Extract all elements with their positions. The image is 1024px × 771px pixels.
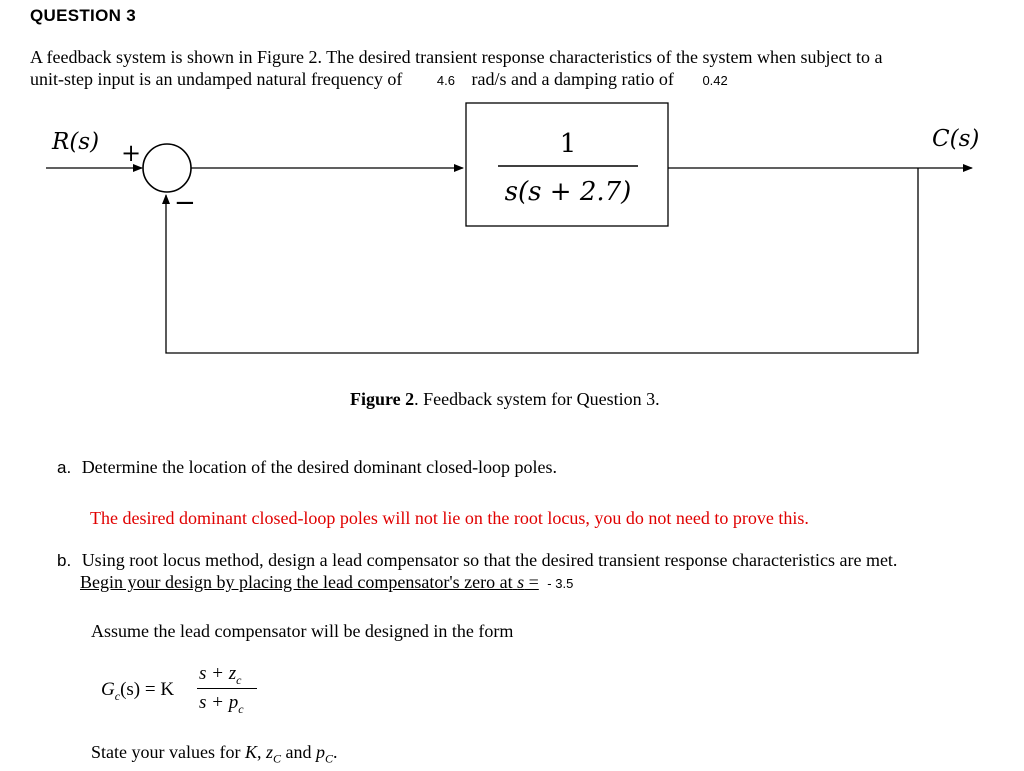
summing-junction [143, 144, 191, 192]
part-a-label: a. [57, 458, 72, 477]
output-label: C(s) [932, 126, 980, 152]
part-b-text: Using root locus method, design a lead compensator so that the desired transient response characteristics are met. [81, 550, 898, 570]
question-title: QUESTION 3 [30, 6, 136, 25]
natural-frequency-value: 4.6 [436, 73, 455, 88]
state-values-text: State your values for K, $z_C$ and $p_C$. [91, 742, 338, 766]
tf-denominator: s(s + 2.7) [504, 177, 632, 207]
part-a-note: The desired dominant closed-loop poles will not lie on the root locus, you do not need to prove this. [90, 508, 809, 528]
figure-caption [350, 389, 660, 410]
input-label: R(s) [52, 129, 100, 155]
part-b-line-2 [80, 572, 573, 593]
transfer-function-block [466, 103, 668, 226]
assume-text: Assume the lead compensator will be designed in the form [91, 621, 514, 641]
formula-fraction-bar [197, 688, 257, 689]
formula-denominator: $s + p_c$ [199, 692, 244, 716]
intro-line-2-start: unit-step input is an undamped natural frequency of [30, 69, 403, 89]
part-a [57, 457, 557, 478]
compensator-formula [101, 661, 271, 721]
formula-lhs: $G_c(s) = K$ [101, 679, 175, 703]
figure-caption-text: . Feedback system for Question 3. [414, 389, 660, 409]
part-b [57, 550, 897, 571]
intro-line-1: A feedback system is shown in Figure 2. The desired transient response characteristics of the system when subject to a [30, 47, 883, 67]
part-a-text: Determine the location of the desired dominant closed-loop poles. [81, 457, 558, 477]
damping-ratio-value: 0.42 [702, 73, 728, 88]
figure-caption-label: Figure 2 [350, 389, 415, 409]
minus-sign: − [174, 188, 196, 218]
block-diagram [0, 0, 1024, 380]
intro-line-2-middle: rad/s and a damping ratio of [471, 69, 674, 89]
plus-sign: + [121, 139, 142, 167]
formula-numerator: $s + z_c$ [199, 663, 242, 687]
part-b-label: b. [57, 551, 72, 570]
part-b-zero-instruction: Begin your design by placing the lead compensator's zero at s = [80, 572, 539, 592]
zero-location-value: - 3.5 [547, 576, 574, 591]
tf-numerator: 1 [559, 129, 577, 159]
